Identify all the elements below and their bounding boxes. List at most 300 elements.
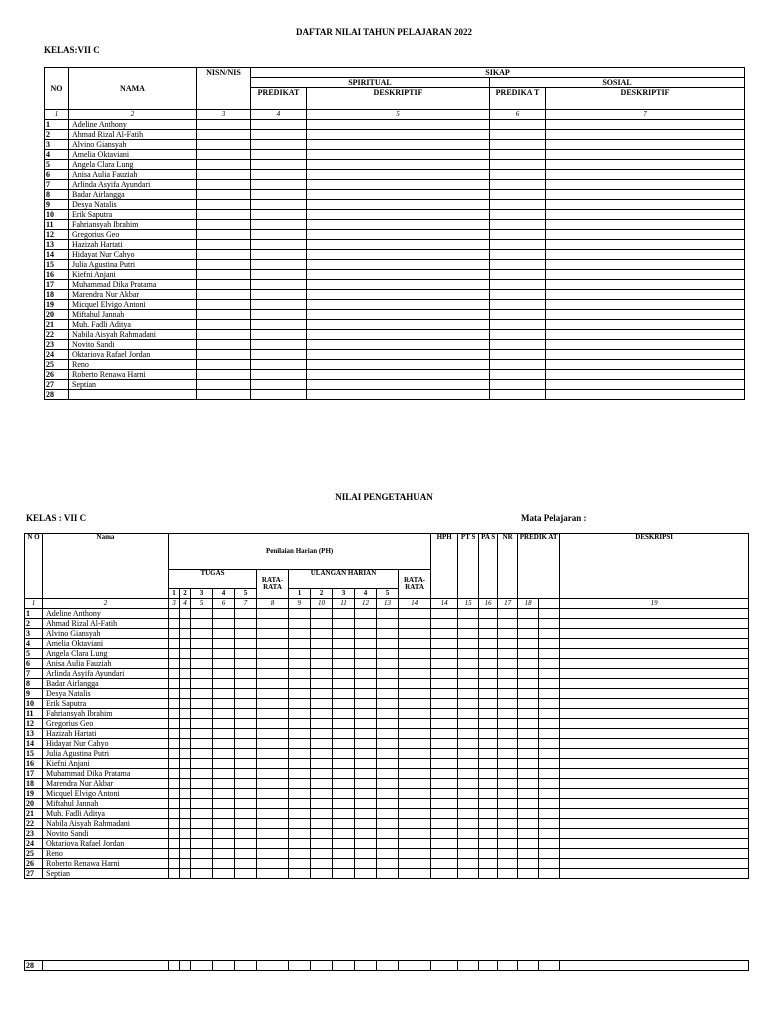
score-cell[interactable] — [377, 739, 399, 749]
score-cell[interactable] — [191, 779, 213, 789]
grade-cell[interactable] — [251, 230, 307, 240]
score-cell[interactable] — [289, 629, 311, 639]
score-cell[interactable] — [289, 819, 311, 829]
score-cell[interactable] — [458, 769, 479, 779]
score-cell[interactable] — [539, 709, 560, 719]
score-cell[interactable] — [498, 769, 518, 779]
score-cell[interactable] — [180, 649, 191, 659]
score-cell[interactable] — [458, 699, 479, 709]
score-cell[interactable] — [560, 749, 749, 759]
score-cell[interactable] — [377, 629, 399, 639]
score-cell[interactable] — [311, 869, 333, 879]
score-cell[interactable] — [257, 649, 289, 659]
score-cell[interactable] — [311, 689, 333, 699]
score-cell[interactable] — [498, 719, 518, 729]
score-cell[interactable] — [377, 719, 399, 729]
score-cell[interactable] — [539, 629, 560, 639]
score-cell[interactable] — [458, 649, 479, 659]
score-cell[interactable] — [289, 869, 311, 879]
grade-cell[interactable] — [251, 280, 307, 290]
grade-cell[interactable] — [307, 310, 490, 320]
grade-cell[interactable] — [546, 280, 745, 290]
score-cell[interactable] — [377, 789, 399, 799]
grade-cell[interactable] — [490, 340, 546, 350]
score-cell[interactable] — [539, 739, 560, 749]
score-cell[interactable] — [377, 619, 399, 629]
grade-cell[interactable] — [197, 270, 251, 280]
score-cell[interactable] — [431, 729, 458, 739]
score-cell[interactable] — [355, 819, 377, 829]
score-cell[interactable] — [539, 689, 560, 699]
grade-cell[interactable] — [251, 370, 307, 380]
score-cell[interactable] — [213, 799, 235, 809]
score-cell[interactable] — [169, 849, 180, 859]
score-cell[interactable] — [431, 609, 458, 619]
grade-cell[interactable] — [307, 230, 490, 240]
score-cell[interactable] — [431, 749, 458, 759]
score-cell[interactable] — [560, 609, 749, 619]
grade-cell[interactable] — [307, 370, 490, 380]
score-cell[interactable] — [377, 839, 399, 849]
grade-cell[interactable] — [490, 390, 546, 400]
score-cell[interactable] — [180, 849, 191, 859]
score-cell[interactable] — [479, 699, 498, 709]
score-cell[interactable] — [213, 709, 235, 719]
score-cell[interactable] — [560, 859, 749, 869]
score-cell[interactable] — [289, 679, 311, 689]
score-cell[interactable] — [333, 699, 355, 709]
score-cell[interactable] — [377, 819, 399, 829]
score-cell[interactable] — [518, 609, 539, 619]
score-cell[interactable] — [518, 679, 539, 689]
score-cell[interactable] — [180, 799, 191, 809]
grade-cell[interactable] — [307, 210, 490, 220]
score-cell[interactable] — [169, 639, 180, 649]
score-cell[interactable] — [498, 961, 518, 971]
grade-cell[interactable] — [197, 130, 251, 140]
score-cell[interactable] — [311, 859, 333, 869]
score-cell[interactable] — [518, 789, 539, 799]
score-cell[interactable] — [431, 799, 458, 809]
score-cell[interactable] — [169, 809, 180, 819]
score-cell[interactable] — [539, 679, 560, 689]
score-cell[interactable] — [560, 639, 749, 649]
score-cell[interactable] — [213, 859, 235, 869]
score-cell[interactable] — [518, 839, 539, 849]
score-cell[interactable] — [311, 809, 333, 819]
score-cell[interactable] — [191, 961, 213, 971]
grade-cell[interactable] — [546, 390, 745, 400]
score-cell[interactable] — [399, 639, 431, 649]
score-cell[interactable] — [431, 669, 458, 679]
score-cell[interactable] — [399, 689, 431, 699]
score-cell[interactable] — [377, 799, 399, 809]
score-cell[interactable] — [213, 869, 235, 879]
score-cell[interactable] — [333, 669, 355, 679]
score-cell[interactable] — [355, 809, 377, 819]
score-cell[interactable] — [479, 961, 498, 971]
grade-cell[interactable] — [197, 180, 251, 190]
score-cell[interactable] — [431, 699, 458, 709]
grade-cell[interactable] — [197, 300, 251, 310]
score-cell[interactable] — [289, 779, 311, 789]
score-cell[interactable] — [311, 739, 333, 749]
score-cell[interactable] — [355, 779, 377, 789]
score-cell[interactable] — [257, 699, 289, 709]
score-cell[interactable] — [431, 869, 458, 879]
score-cell[interactable] — [355, 639, 377, 649]
grade-cell[interactable] — [251, 340, 307, 350]
grade-cell[interactable] — [546, 310, 745, 320]
score-cell[interactable] — [431, 779, 458, 789]
grade-cell[interactable] — [197, 330, 251, 340]
score-cell[interactable] — [180, 789, 191, 799]
score-cell[interactable] — [355, 729, 377, 739]
grade-cell[interactable] — [307, 300, 490, 310]
score-cell[interactable] — [235, 639, 257, 649]
score-cell[interactable] — [377, 709, 399, 719]
grade-cell[interactable] — [546, 350, 745, 360]
score-cell[interactable] — [498, 839, 518, 849]
grade-cell[interactable] — [490, 120, 546, 130]
grade-cell[interactable] — [546, 360, 745, 370]
score-cell[interactable] — [180, 869, 191, 879]
score-cell[interactable] — [458, 679, 479, 689]
score-cell[interactable] — [235, 789, 257, 799]
score-cell[interactable] — [333, 649, 355, 659]
score-cell[interactable] — [399, 739, 431, 749]
score-cell[interactable] — [518, 689, 539, 699]
score-cell[interactable] — [311, 769, 333, 779]
grade-cell[interactable] — [197, 200, 251, 210]
score-cell[interactable] — [539, 839, 560, 849]
score-cell[interactable] — [518, 849, 539, 859]
score-cell[interactable] — [213, 961, 235, 971]
score-cell[interactable] — [235, 649, 257, 659]
grade-cell[interactable] — [251, 380, 307, 390]
grade-cell[interactable] — [490, 360, 546, 370]
score-cell[interactable] — [257, 719, 289, 729]
score-cell[interactable] — [399, 849, 431, 859]
grade-cell[interactable] — [251, 170, 307, 180]
grade-cell[interactable] — [546, 270, 745, 280]
score-cell[interactable] — [431, 859, 458, 869]
score-cell[interactable] — [479, 789, 498, 799]
score-cell[interactable] — [169, 799, 180, 809]
score-cell[interactable] — [257, 769, 289, 779]
grade-cell[interactable] — [197, 350, 251, 360]
score-cell[interactable] — [539, 669, 560, 679]
score-cell[interactable] — [235, 829, 257, 839]
grade-cell[interactable] — [197, 160, 251, 170]
score-cell[interactable] — [213, 699, 235, 709]
score-cell[interactable] — [333, 609, 355, 619]
score-cell[interactable] — [169, 769, 180, 779]
score-cell[interactable] — [311, 659, 333, 669]
grade-cell[interactable] — [307, 290, 490, 300]
score-cell[interactable] — [431, 809, 458, 819]
score-cell[interactable] — [257, 779, 289, 789]
score-cell[interactable] — [431, 709, 458, 719]
score-cell[interactable] — [518, 709, 539, 719]
score-cell[interactable] — [235, 719, 257, 729]
score-cell[interactable] — [191, 659, 213, 669]
score-cell[interactable] — [498, 799, 518, 809]
score-cell[interactable] — [311, 719, 333, 729]
score-cell[interactable] — [180, 669, 191, 679]
grade-cell[interactable] — [490, 240, 546, 250]
grade-cell[interactable] — [197, 360, 251, 370]
score-cell[interactable] — [257, 639, 289, 649]
score-cell[interactable] — [431, 679, 458, 689]
score-cell[interactable] — [235, 749, 257, 759]
score-cell[interactable] — [333, 839, 355, 849]
score-cell[interactable] — [311, 729, 333, 739]
score-cell[interactable] — [333, 799, 355, 809]
score-cell[interactable] — [539, 619, 560, 629]
grade-cell[interactable] — [307, 360, 490, 370]
score-cell[interactable] — [458, 719, 479, 729]
score-cell[interactable] — [289, 839, 311, 849]
score-cell[interactable] — [169, 779, 180, 789]
score-cell[interactable] — [498, 759, 518, 769]
score-cell[interactable] — [311, 709, 333, 719]
score-cell[interactable] — [289, 669, 311, 679]
score-cell[interactable] — [560, 869, 749, 879]
score-cell[interactable] — [333, 849, 355, 859]
score-cell[interactable] — [180, 759, 191, 769]
score-cell[interactable] — [289, 739, 311, 749]
score-cell[interactable] — [169, 669, 180, 679]
grade-cell[interactable] — [251, 240, 307, 250]
score-cell[interactable] — [355, 789, 377, 799]
score-cell[interactable] — [498, 859, 518, 869]
score-cell[interactable] — [333, 659, 355, 669]
score-cell[interactable] — [560, 961, 749, 971]
score-cell[interactable] — [539, 809, 560, 819]
score-cell[interactable] — [399, 749, 431, 759]
score-cell[interactable] — [311, 829, 333, 839]
grade-cell[interactable] — [251, 200, 307, 210]
score-cell[interactable] — [560, 739, 749, 749]
score-cell[interactable] — [235, 819, 257, 829]
score-cell[interactable] — [289, 729, 311, 739]
score-cell[interactable] — [377, 669, 399, 679]
score-cell[interactable] — [560, 689, 749, 699]
score-cell[interactable] — [377, 659, 399, 669]
grade-cell[interactable] — [307, 350, 490, 360]
score-cell[interactable] — [169, 759, 180, 769]
grade-cell[interactable] — [251, 390, 307, 400]
grade-cell[interactable] — [490, 200, 546, 210]
score-cell[interactable] — [479, 799, 498, 809]
score-cell[interactable] — [235, 739, 257, 749]
score-cell[interactable] — [399, 809, 431, 819]
score-cell[interactable] — [213, 649, 235, 659]
score-cell[interactable] — [539, 759, 560, 769]
grade-cell[interactable] — [490, 310, 546, 320]
grade-cell[interactable] — [251, 260, 307, 270]
score-cell[interactable] — [431, 759, 458, 769]
score-cell[interactable] — [399, 669, 431, 679]
score-cell[interactable] — [431, 839, 458, 849]
score-cell[interactable] — [539, 849, 560, 859]
score-cell[interactable] — [191, 609, 213, 619]
grade-cell[interactable] — [251, 320, 307, 330]
grade-cell[interactable] — [197, 250, 251, 260]
score-cell[interactable] — [180, 719, 191, 729]
score-cell[interactable] — [333, 769, 355, 779]
grade-cell[interactable] — [490, 250, 546, 260]
score-cell[interactable] — [333, 709, 355, 719]
score-cell[interactable] — [289, 789, 311, 799]
grade-cell[interactable] — [251, 210, 307, 220]
score-cell[interactable] — [180, 639, 191, 649]
grade-cell[interactable] — [307, 320, 490, 330]
score-cell[interactable] — [191, 849, 213, 859]
score-cell[interactable] — [289, 699, 311, 709]
score-cell[interactable] — [479, 839, 498, 849]
score-cell[interactable] — [235, 609, 257, 619]
score-cell[interactable] — [235, 839, 257, 849]
score-cell[interactable] — [399, 619, 431, 629]
grade-cell[interactable] — [546, 130, 745, 140]
score-cell[interactable] — [289, 859, 311, 869]
score-cell[interactable] — [399, 679, 431, 689]
score-cell[interactable] — [539, 649, 560, 659]
score-cell[interactable] — [333, 859, 355, 869]
grade-cell[interactable] — [197, 190, 251, 200]
score-cell[interactable] — [169, 619, 180, 629]
score-cell[interactable] — [479, 679, 498, 689]
score-cell[interactable] — [518, 669, 539, 679]
score-cell[interactable] — [399, 709, 431, 719]
score-cell[interactable] — [399, 839, 431, 849]
score-cell[interactable] — [213, 639, 235, 649]
grade-cell[interactable] — [546, 230, 745, 240]
grade-cell[interactable] — [251, 150, 307, 160]
score-cell[interactable] — [458, 819, 479, 829]
score-cell[interactable] — [498, 609, 518, 619]
grade-cell[interactable] — [197, 340, 251, 350]
grade-cell[interactable] — [197, 150, 251, 160]
score-cell[interactable] — [213, 669, 235, 679]
grade-cell[interactable] — [197, 380, 251, 390]
score-cell[interactable] — [311, 679, 333, 689]
score-cell[interactable] — [311, 649, 333, 659]
score-cell[interactable] — [377, 869, 399, 879]
score-cell[interactable] — [191, 799, 213, 809]
score-cell[interactable] — [539, 779, 560, 789]
score-cell[interactable] — [213, 839, 235, 849]
score-cell[interactable] — [518, 769, 539, 779]
grade-cell[interactable] — [251, 250, 307, 260]
grade-cell[interactable] — [251, 180, 307, 190]
score-cell[interactable] — [169, 699, 180, 709]
grade-cell[interactable] — [197, 310, 251, 320]
score-cell[interactable] — [458, 739, 479, 749]
grade-cell[interactable] — [307, 240, 490, 250]
score-cell[interactable] — [257, 749, 289, 759]
grade-cell[interactable] — [307, 340, 490, 350]
score-cell[interactable] — [289, 809, 311, 819]
grade-cell[interactable] — [307, 380, 490, 390]
score-cell[interactable] — [180, 779, 191, 789]
score-cell[interactable] — [180, 659, 191, 669]
score-cell[interactable] — [377, 649, 399, 659]
score-cell[interactable] — [333, 869, 355, 879]
score-cell[interactable] — [518, 809, 539, 819]
score-cell[interactable] — [355, 829, 377, 839]
score-cell[interactable] — [431, 719, 458, 729]
score-cell[interactable] — [289, 709, 311, 719]
score-cell[interactable] — [213, 629, 235, 639]
grade-cell[interactable] — [546, 200, 745, 210]
score-cell[interactable] — [431, 659, 458, 669]
score-cell[interactable] — [289, 639, 311, 649]
grade-cell[interactable] — [251, 130, 307, 140]
score-cell[interactable] — [458, 639, 479, 649]
score-cell[interactable] — [431, 789, 458, 799]
score-cell[interactable] — [377, 809, 399, 819]
score-cell[interactable] — [180, 709, 191, 719]
score-cell[interactable] — [518, 859, 539, 869]
score-cell[interactable] — [235, 699, 257, 709]
score-cell[interactable] — [311, 819, 333, 829]
score-cell[interactable] — [191, 689, 213, 699]
score-cell[interactable] — [498, 869, 518, 879]
score-cell[interactable] — [289, 719, 311, 729]
score-cell[interactable] — [539, 769, 560, 779]
grade-cell[interactable] — [490, 260, 546, 270]
score-cell[interactable] — [431, 819, 458, 829]
grade-cell[interactable] — [490, 190, 546, 200]
score-cell[interactable] — [257, 809, 289, 819]
score-cell[interactable] — [257, 789, 289, 799]
score-cell[interactable] — [169, 729, 180, 739]
score-cell[interactable] — [289, 829, 311, 839]
score-cell[interactable] — [498, 649, 518, 659]
score-cell[interactable] — [479, 609, 498, 619]
score-cell[interactable] — [539, 799, 560, 809]
score-cell[interactable] — [191, 839, 213, 849]
score-cell[interactable] — [355, 629, 377, 639]
score-cell[interactable] — [169, 859, 180, 869]
score-cell[interactable] — [191, 759, 213, 769]
grade-cell[interactable] — [490, 160, 546, 170]
score-cell[interactable] — [560, 759, 749, 769]
score-cell[interactable] — [333, 829, 355, 839]
score-cell[interactable] — [377, 859, 399, 869]
score-cell[interactable] — [257, 799, 289, 809]
score-cell[interactable] — [257, 659, 289, 669]
score-cell[interactable] — [399, 769, 431, 779]
score-cell[interactable] — [235, 961, 257, 971]
grade-cell[interactable] — [307, 160, 490, 170]
score-cell[interactable] — [257, 709, 289, 719]
score-cell[interactable] — [180, 619, 191, 629]
score-cell[interactable] — [311, 749, 333, 759]
grade-cell[interactable] — [490, 130, 546, 140]
score-cell[interactable] — [399, 699, 431, 709]
score-cell[interactable] — [399, 659, 431, 669]
score-cell[interactable] — [518, 739, 539, 749]
score-cell[interactable] — [539, 719, 560, 729]
score-cell[interactable] — [479, 829, 498, 839]
score-cell[interactable] — [213, 779, 235, 789]
score-cell[interactable] — [355, 669, 377, 679]
score-cell[interactable] — [560, 769, 749, 779]
